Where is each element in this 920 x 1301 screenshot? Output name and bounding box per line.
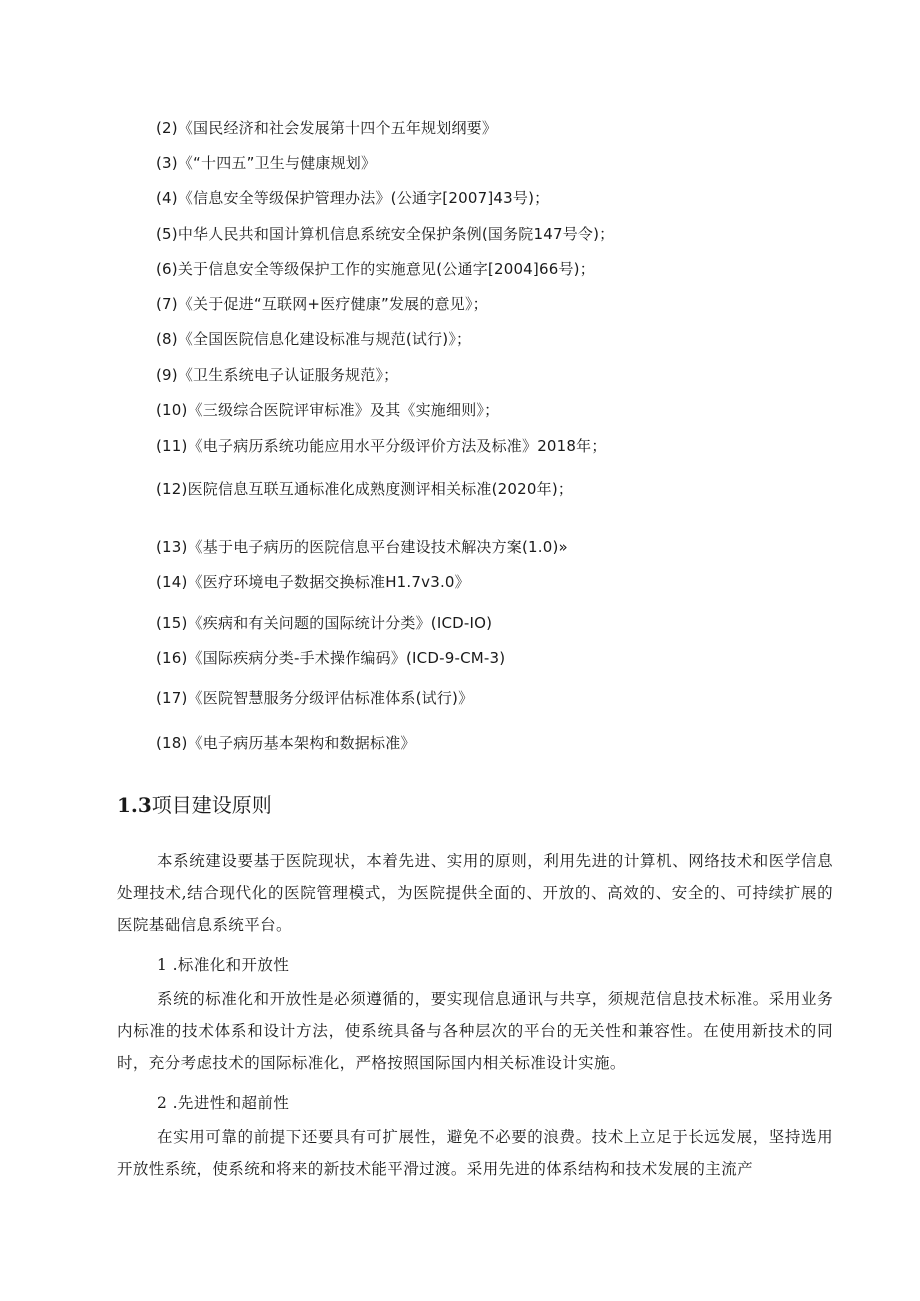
- reference-item-17: (17)《医院智慧服务分级评估标准体系(试行)》: [156, 689, 474, 707]
- reference-item-12: (12)医院信息互联互通标准化成熟度测评相关标准(2020年)；: [156, 480, 574, 498]
- principle-body-1: 系统的标准化和开放性是必须遵循的，要实现信息通讯与共享，须规范信息技术标准。采用业务内标准的技术体系和设计方法，使系统具备与各种层次的平台的无关性和兼容性。在使用新技术的同时，充分考虑技术的国际标准化，严格按照国际国内相关标准设计实施。: [117, 990, 833, 1072]
- intro-paragraph: 本系统建设要基于医院现状，本着先进、实用的原则，利用先进的计算机、网络技术和医学信息处理技术,结合现代化的医院管理模式，为医院提供全面的、开放的、高效的、安全的、可持续扩展的医院基础信息系统平台。: [117, 852, 833, 934]
- principle-heading-2: 2 .先进性和超前性: [157, 1094, 290, 1112]
- reference-item-10: (10)《三级综合医院评审标准》及其《实施细则》；: [156, 401, 500, 419]
- reference-item-18: (18)《电子病历基本架构和数据标准》: [156, 734, 416, 752]
- section-heading: [117, 792, 272, 818]
- section-number: 1.3: [117, 793, 152, 817]
- reference-item-16: (16)《国际疾病分类-手术操作编码》(ICD-9-CM-3): [156, 649, 506, 667]
- reference-item-2: (2)《国民经济和社会发展第十四个五年规划纲要》: [156, 119, 498, 137]
- reference-item-5: (5)中华人民共和国计算机信息系统安全保护条例(国务院147号令)；: [156, 225, 615, 243]
- reference-item-6: (6)关于信息安全等级保护工作的实施意见(公通字[2004]66号)；: [156, 260, 595, 278]
- reference-item-14: (14)《医疗环境电子数据交换标准H1.7v3.0》: [156, 573, 470, 591]
- principle-body-2: 在实用可靠的前提下还要具有可扩展性，避免不必要的浪费。技术上立足于长远发展，坚持选用开放性系统，使系统和将来的新技术能平滑过渡。采用先进的体系结构和技术发展的主流产: [117, 1128, 833, 1178]
- principle-heading-1: 1 .标准化和开放性: [157, 956, 290, 974]
- reference-item-13: (13)《基于电子病历的医院信息平台建设技术解决方案(1.0)»: [156, 538, 568, 556]
- reference-item-4: (4)《信息安全等级保护管理办法》(公通字[2007]43号)；: [156, 189, 550, 207]
- reference-item-7: (7)《关于促进“互联网+医疗健康”发展的意见》；: [156, 295, 488, 313]
- reference-item-8: (8)《全国医院信息化建设标准与规范(试行)》；: [156, 330, 472, 348]
- reference-item-15: (15)《疾病和有关问题的国际统计分类》(ICD-IO): [156, 614, 493, 632]
- section-title: 项目建设原则: [151, 793, 272, 817]
- reference-item-9: (9)《卫生系统电子认证服务规范》；: [156, 366, 399, 384]
- reference-item-11: (11)《电子病历系统功能应用水平分级评价方法及标准》2018年；: [156, 437, 607, 455]
- reference-item-3: (3)《“十四五”卫生与健康规划》: [156, 154, 377, 172]
